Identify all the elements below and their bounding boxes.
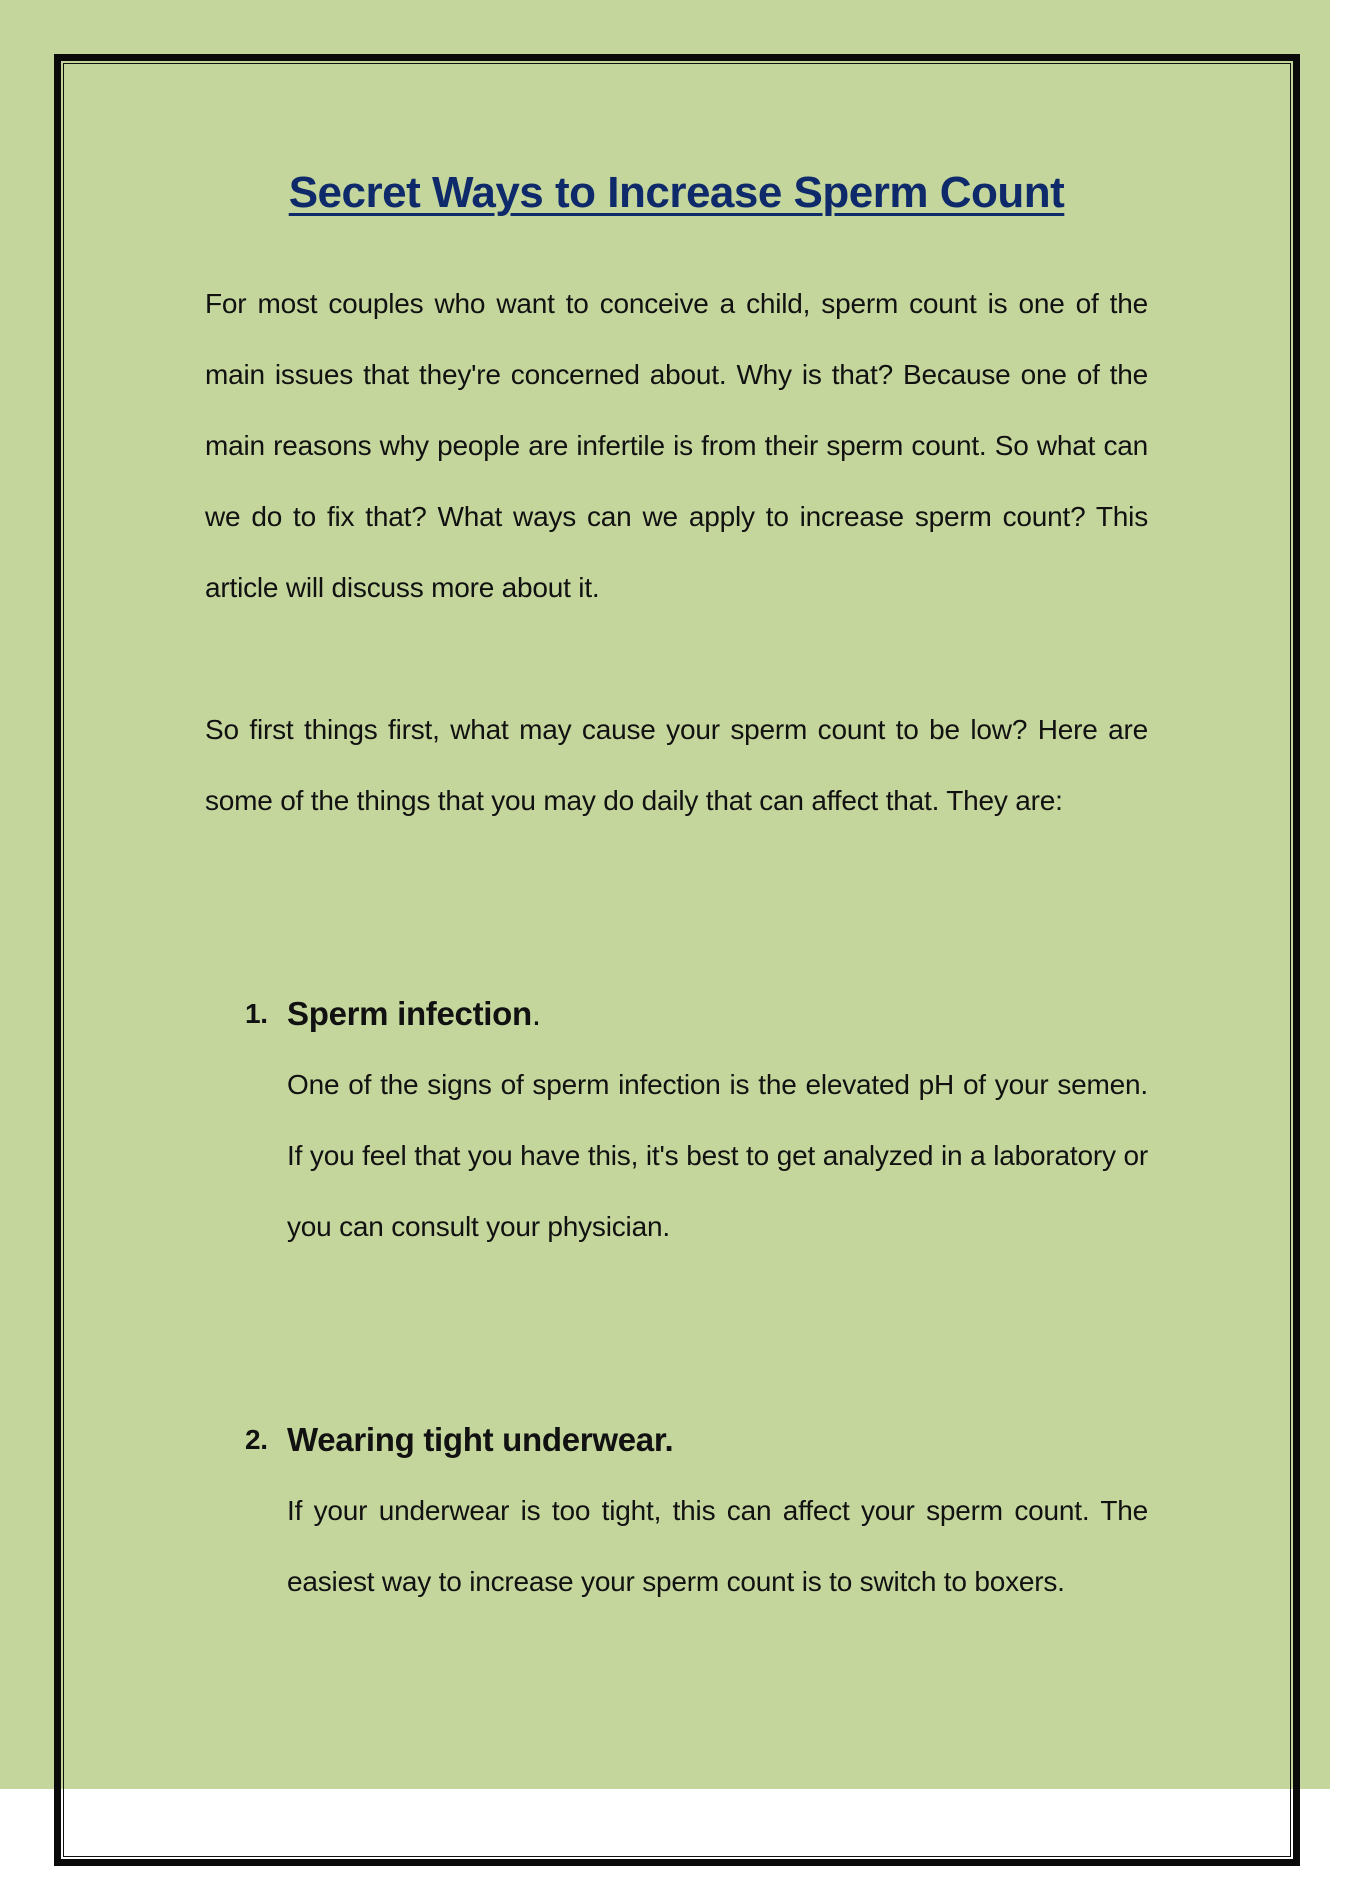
- list-number: 2.: [245, 1424, 268, 1455]
- intro-paragraph: For most couples who want to conceive a child, sperm count is one of the main issues that they're concerned about. Why is that? Because one of the main reasons why people are infertile is from their sperm count. So what can we do to fix that? What ways can we apply to increase sperm count? This article will discuss more about it.: [205, 288, 1148, 603]
- list-item-tight-underwear: [245, 1404, 1148, 1617]
- list-heading-text: [287, 978, 541, 1049]
- heading-suffix: .: [531, 995, 541, 1032]
- heading-label: Wearing tight underwear.: [287, 1421, 674, 1458]
- article-title: Secret Ways to Increase Sperm Count: [288, 168, 1065, 217]
- causes-paragraph: So first things first, what may cause your sperm count to be low? Here are some of the things that you may do daily that can affect that. They are:: [205, 714, 1148, 816]
- list-item-body: If your underwear is too tight, this can affect your sperm count. The easiest way to increase your sperm count is to switch to boxers.: [287, 1495, 1148, 1597]
- list-number: 1.: [245, 998, 268, 1029]
- list-item-body: One of the signs of sperm infection is the elevated pH of your semen. If you feel that you have this, it's best to get analyzed in a laboratory or you can consult your physician.: [287, 1069, 1148, 1242]
- list-item-heading: [245, 978, 1148, 1049]
- list-item-sperm-infection: [245, 978, 1148, 1262]
- list-heading-text: [287, 1404, 673, 1475]
- list-item-heading: [245, 1404, 1148, 1475]
- heading-label: Sperm infection: [287, 995, 532, 1032]
